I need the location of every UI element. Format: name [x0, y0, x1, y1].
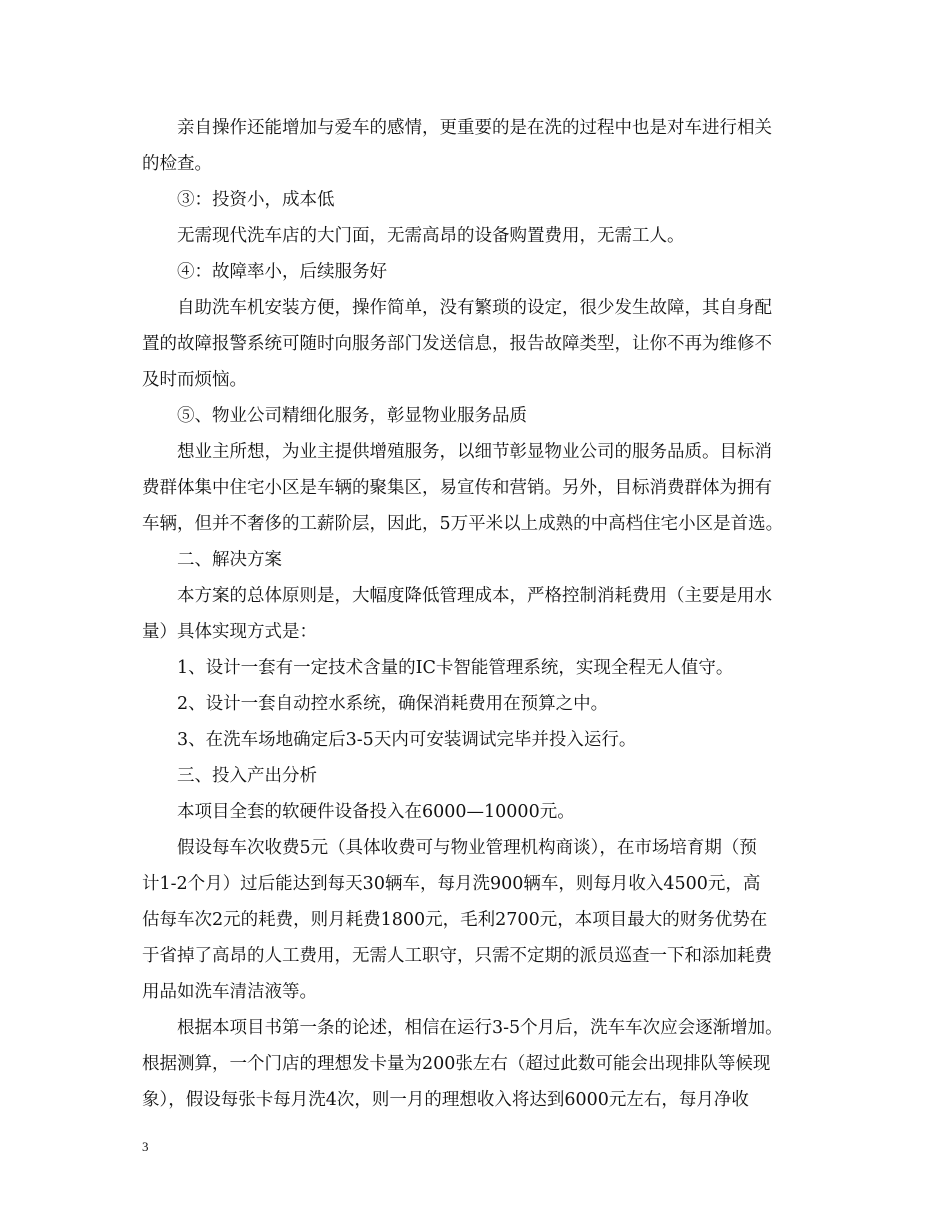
- page-number: 3: [142, 1139, 149, 1154]
- section-heading: 三、投入产出分析: [177, 766, 317, 786]
- paragraph-line: 于省掉了高昂的人工费用，无需人工职守，只需不定期的派员巡查一下和添加耗费: [142, 946, 772, 966]
- paragraph-line: 量）具体实现方式是：: [142, 622, 317, 642]
- list-heading: ③：投资小，成本低: [177, 190, 335, 210]
- paragraph-line: 车辆，但并不奢侈的工薪阶层，因此，5万平米以上成熟的中高档住宅小区是首选。: [142, 514, 784, 534]
- paragraph-line: 本项目全套的软硬件设备投入在6000—10000元。: [177, 802, 575, 822]
- paragraph-line: 无需现代洗车店的大门面，无需高昂的设备购置费用，无需工人。: [177, 226, 685, 246]
- list-item: 3、在洗车场地确定后3-5天内可安装调试完毕并投入运行。: [177, 730, 637, 750]
- paragraph-line: 象），假设每张卡每月洗4次，则一月的理想收入将达到6000元左右，每月净收: [142, 1090, 749, 1110]
- paragraph-line: 假设每车次收费5元（具体收费可与物业管理机构商谈），在市场培育期（预: [177, 838, 757, 858]
- paragraph-line: 计1-2个月）过后能达到每天30辆车，每月洗900辆车，则每月收入4500元，高: [142, 874, 761, 894]
- paragraph-line: 自助洗车机安装方便，操作简单，没有繁琐的设定，很少发生故障，其自身配: [177, 298, 772, 318]
- paragraph-line: 根据测算，一个门店的理想发卡量为200张左右（超过此数可能会出现排队等候现: [142, 1054, 771, 1074]
- paragraph-line: 根据本项目书第一条的论述，相信在运行3-5个月后，洗车车次应会逐渐增加。: [177, 1018, 783, 1038]
- paragraph-line: 的检查。: [142, 154, 212, 174]
- paragraph-line: 想业主所想，为业主提供增殖服务，以细节彰显物业公司的服务品质。目标消: [177, 442, 772, 462]
- paragraph-line: 用品如洗车清洁液等。: [142, 982, 317, 1002]
- list-item: 2、设计一套自动控水系统，确保消耗费用在预算之中。: [177, 694, 609, 714]
- paragraph-line: 亲自操作还能增加与爱车的感情，更重要的是在洗的过程中也是对车进行相关: [177, 118, 772, 138]
- section-heading: 二、解决方案: [177, 550, 282, 570]
- paragraph-line: 本方案的总体原则是，大幅度降低管理成本，严格控制消耗费用（主要是用水: [177, 586, 772, 606]
- paragraph-line: 估每车次2元的耗费，则月耗费1800元，毛利2700元，本项目最大的财务优势在: [142, 910, 768, 930]
- paragraph-line: 费群体集中住宅小区是车辆的聚集区，易宣传和营销。另外，目标消费群体为拥有: [142, 478, 772, 498]
- paragraph-line: 及时而烦恼。: [142, 370, 247, 390]
- list-heading: ④：故障率小，后续服务好: [177, 262, 387, 282]
- list-heading: ⑤、物业公司精细化服务，彰显物业服务品质: [177, 406, 527, 426]
- paragraph-line: 置的故障报警系统可随时向服务部门发送信息，报告故障类型，让你不再为维修不: [142, 334, 772, 354]
- list-item: 1、设计一套有一定技术含量的IC卡智能管理系统，实现全程无人值守。: [177, 658, 734, 678]
